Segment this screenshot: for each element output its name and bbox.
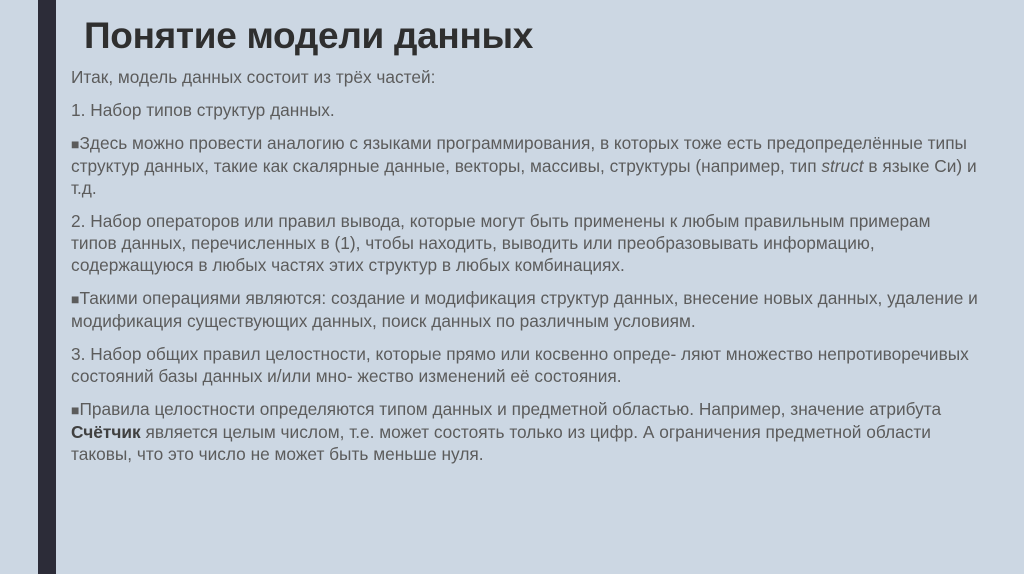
part-2-note	[71, 287, 981, 332]
note-text-end: является целым числом, т.е. может состоять только из цифр. А ограничения предметной области таковы, что это число не может быть меньше нуля.	[71, 422, 931, 464]
square-bullet-icon: ■	[71, 291, 80, 307]
counter-attribute: Счётчик	[71, 422, 141, 442]
part-1-note	[71, 132, 981, 199]
note-text: Такими операциями являются: создание и модификация структур данных, внесение новых данных, удаление и модификация существующих данных, поиск данных по различным условиям.	[71, 288, 978, 331]
struct-keyword: struct	[821, 156, 864, 176]
slide-title: Понятие модели данных	[84, 15, 534, 56]
part-1-paragraph: 1. Набор типов структур данных.	[71, 100, 335, 120]
intro-paragraph: Итак, модель данных состоит из трёх частей:	[71, 67, 436, 87]
part-2-paragraph: 2. Набор операторов или правил вывода, которые могут быть применены к любым правильным примерам типов данных, перечисленных в (1), чтобы находить, выводить или преобразовывать информацию, содержащуюся в любых частях этих структур в любых комбинациях.	[71, 211, 931, 275]
note-text-end: в языке Си) и т.д.	[71, 156, 977, 198]
square-bullet-icon: ■	[71, 402, 80, 418]
slide-body	[71, 60, 981, 476]
part-3-paragraph: 3. Набор общих правил целостности, которые прямо или косвенно опреде- ляют множество непротиворечивых состояний базы данных и/или мно- жество изменений её состояния.	[71, 344, 969, 386]
part-3-note	[71, 398, 981, 465]
note-text: Правила целостности определяются типом данных и предметной областью. Например, значение атрибута	[79, 399, 942, 419]
square-bullet-icon: ■	[71, 136, 80, 152]
left-accent-bar	[38, 0, 56, 574]
note-text: Здесь можно провести аналогию с языками программирования, в которых тоже есть предопределённые типы структур данных, такие как скалярные данные, векторы, массивы, структуры (например, тип	[71, 133, 967, 176]
